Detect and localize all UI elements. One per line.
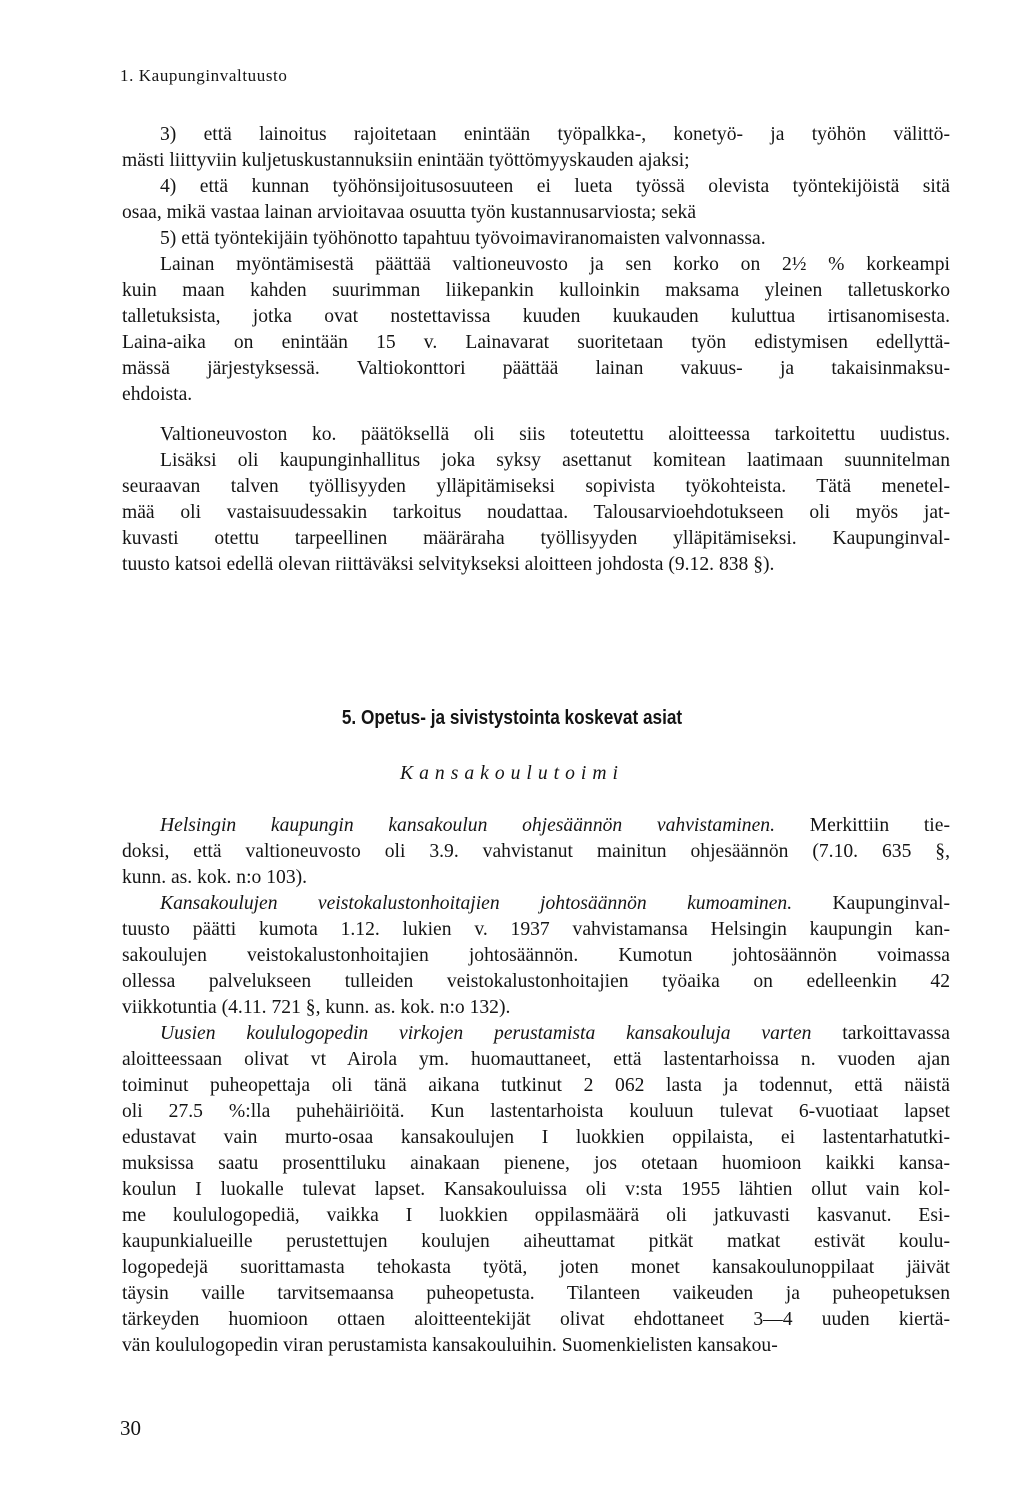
text-line: toiminut puheopettaja oli tänä aikana tutkinut 2 062 lasta ja todennut, että näistä <box>122 1075 950 1096</box>
text-line: 5) että työntekijäin työhönotto tapahtuu työvoimaviranomaisten valvonnassa. <box>160 228 766 249</box>
text-line: 4) että kunnan työhönsijoitusosuuteen ei lueta työssä olevista työntekijöistä sitä <box>160 176 950 197</box>
text-line <box>160 813 950 839</box>
text-line: tärkeyden huomioon ottaen aloitteentekijät olivat ehdottaneet 3—4 uuden kiertä- <box>122 1309 950 1330</box>
text-line: koulun I luokalle tulevat lapset. Kansakouluissa oli v:sta 1955 lähtien ollut vain kol- <box>122 1179 950 1200</box>
text-line: aloitteessaan olivat vt Airola ym. huomauttaneet, että lastentarhoissa n. vuoden ajan <box>122 1049 950 1070</box>
text-line: muksissa saatu prosenttiluku ainakaan pienene, jos otetaan huomioon kaikki kansa- <box>122 1153 950 1174</box>
text-line: mässä järjestyksessä. Valtiokonttori päättää lainan vakuus- ja takaisinmaksu- <box>122 358 950 379</box>
text-line: tuusto päätti kumota 1.12. lukien v. 1937 vahvistamansa Helsingin kaupungin kan- <box>122 919 950 940</box>
text-line: seuraavan talven työllisyyden ylläpitämiseksi sopivista työkohteista. Tätä menetel- <box>122 476 950 497</box>
text-line: 3) että lainoitus rajoitetaan enintään työpalkka-, konetyö- ja työhön välittö- <box>160 124 950 145</box>
text-line: kuin maan kahden suurimman liikepankin kulloinkin maksama yleinen talletuskorko <box>122 280 950 301</box>
text-line: ollessa palvelukseen tulleiden veistokalustonhoitajien työaika on edelleenkin 42 <box>122 971 950 992</box>
text-line: logopedejä suorittamasta tehokasta työtä, joten monet kansakoulunoppilaat jäivät <box>122 1257 950 1278</box>
paragraph-title: Helsingin kaupungin kansakoulun ohjesäännön vahvistaminen. <box>160 815 775 836</box>
text-line <box>160 1021 950 1047</box>
paragraph-text: Merkittiin tie- <box>775 815 950 836</box>
text-line: tuusto katsoi edellä olevan riittäväksi selvitykseksi aloitteen johdosta (9.12. 838 §). <box>122 554 775 575</box>
text-line: kuvasti otettu tarpeellinen määräraha työllisyyden ylläpitämiseksi. Kaupunginval- <box>122 528 950 549</box>
text-line: oli 27.5 %:lla puhehäiriöitä. Kun lastentarhoista kouluun tulevat 6-vuotiaat lapset <box>122 1101 950 1122</box>
text-line: Lainan myöntämisestä päättää valtioneuvosto ja sen korko on 2½ % korkeampi <box>160 254 950 275</box>
text-line: Valtioneuvoston ko. päätöksellä oli siis toteutettu aloitteessa tarkoitettu uudistus. <box>160 424 950 445</box>
text-line <box>160 891 950 917</box>
text-line: viikkotuntia (4.11. 721 §, kunn. as. kok. n:o 132). <box>122 997 511 1018</box>
page-number: 30 <box>120 1416 141 1440</box>
text-line: kunn. as. kok. n:o 103). <box>122 867 308 888</box>
text-line: osaa, mikä vastaa lainan arvioitavaa osuutta työn kustannusarviosta; sekä <box>122 202 697 223</box>
text-line: mää oli vastaisuudessakin tarkoitus noudattaa. Talousarvioehdotukseen oli myös jat- <box>122 502 950 523</box>
text-line: vän koululogopedin viran perustamista kansakouluihin. Suomenkielisten kansakou- <box>122 1335 778 1356</box>
paragraph-text: Kaupunginval- <box>792 893 951 914</box>
text-line: Lisäksi oli kaupunginhallitus joka syksy asettanut komitean laatimaan suunnitelman <box>160 450 950 471</box>
running-head: 1. Kaupunginvaltuusto <box>120 66 288 85</box>
section-heading: 5. Opetus- ja sivistystointa koskevat asiat <box>341 707 683 729</box>
text-line: edustavat vain murto-osaa kansakoulujen I luokkien oppilaista, ei lastentarhatutki- <box>122 1127 950 1148</box>
text-line: mästi liittyviin kuljetuskustannuksiin enintään työttömyyskauden ajaksi; <box>122 150 690 171</box>
text-line: täysin vaille tarvitsemaansa puheopetusta. Tilanteen vaikeuden ja puheopetuksen <box>122 1283 950 1304</box>
paragraph-title: Uusien koululogopedin virkojen perustamista kansakouluja varten <box>160 1023 812 1044</box>
subsection-heading: Kansakoulutoimi <box>400 763 624 784</box>
text-line: sakoulujen veistokalustonhoitajien johtosäännön. Kumotun johtosäännön voimassa <box>122 945 950 966</box>
text-line: Laina-aika on enintään 15 v. Lainavarat suoritetaan työn edistymisen edellyttä- <box>122 332 950 353</box>
paragraph-text: tarkoittavassa <box>811 1023 950 1044</box>
paragraph-title: Kansakoulujen veistokalustonhoitajien johtosäännön kumoaminen. <box>160 893 793 914</box>
text-line: doksi, että valtioneuvosto oli 3.9. vahvistanut mainitun ohjesäännön (7.10. 635 §, <box>122 841 950 862</box>
text-line: kaupunkialueille perustettujen koulujen aiheuttamat pitkät matkat estivät koulu- <box>122 1231 950 1252</box>
text-line: ehdoista. <box>122 384 193 405</box>
text-line: me koululogopediä, vaikka I luokkien oppilasmäärä oli jatkuvasti kasvanut. Esi- <box>122 1205 950 1226</box>
text-line: talletuksista, jotka ovat nostettavissa kuuden kuukauden kuluttua irtisanomisesta. <box>122 306 950 327</box>
